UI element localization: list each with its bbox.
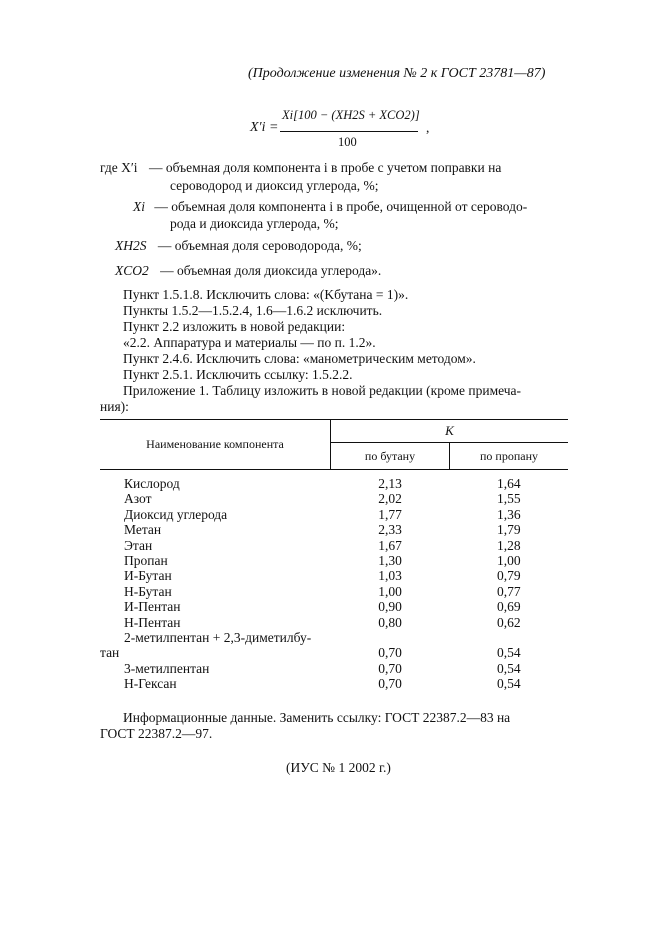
col-name-header: Наименование компонента [100,420,331,470]
table-row [100,491,568,506]
component-name: 3-метилпентан [124,660,210,676]
k-butane-value: 2,13 [378,476,402,491]
k-butane-value: 2,02 [378,491,402,507]
col-propane-header: по пропану [450,443,569,470]
formula-denominator: 100 [338,135,357,149]
info-line-2: ГОСТ 22387.2—97. [100,726,213,741]
component-name: Азот [124,491,152,507]
def-4-symbol: XCO2 [115,263,149,278]
info-line-1: Информационные данные. Заменить ссылку: ГОСТ 22387.2—83 на [123,710,511,725]
table-row [100,568,568,583]
k-butane-value: 0,70 [378,660,402,676]
def-4 [115,263,381,279]
component-name: Метан [124,522,162,538]
def-2 [133,199,527,215]
k-butane-value: 0,90 [378,599,402,615]
para-8: ния): [100,399,129,414]
k-propane-value: 0,54 [496,645,521,661]
col-k-header: K [331,420,569,443]
para-7: Приложение 1. Таблицу изложить в новой редакции (кроме примеча- [123,383,522,398]
table-row [100,470,568,492]
formula-lhs: X′i = [250,120,279,135]
def-2-cont: рода и диоксида углерода, %; [170,216,339,231]
table-row [100,676,568,691]
k-butane-value: 1,77 [378,506,402,522]
table-row [100,645,568,660]
def-3-symbol: XH2S [115,238,147,253]
component-name: Пропан [124,553,168,569]
k-butane-value: 0,80 [378,614,402,630]
def-2-symbol: Xi [133,199,145,214]
k-butane-value: 1,03 [378,568,402,584]
k-propane-value: 1,00 [496,553,521,569]
component-name: Диоксид углерода [124,506,228,522]
para-3: Пункт 2.2 изложить в новой редакции: [123,319,346,334]
k-butane-value: 2,33 [378,522,402,538]
formula-numerator: Xi[100 − (XH2S + XCO2)] [282,108,420,122]
table-row [100,615,568,630]
k-propane-value: 0,62 [496,614,521,630]
component-name: Н-Бутан [124,583,172,599]
k-table [100,419,568,692]
k-propane-value: 1,36 [496,506,521,522]
def-1-symbol: где X′i [100,160,138,175]
def-3 [115,238,362,254]
component-name: Кислород [124,476,180,491]
table-row [100,553,568,568]
para-6: Пункт 2.5.1. Исключить ссылку: 1.5.2.2. [123,367,353,382]
footer-ius: (ИУС № 1 2002 г.) [286,760,391,775]
k-propane-value: 1,55 [496,491,521,507]
k-propane-value [450,630,569,645]
table-row [100,522,568,537]
col-butane-header: по бутану [331,443,450,470]
table-row [100,599,568,614]
k-propane-value: 1,64 [496,476,521,491]
def-1-text: — объемная доля компонента i в пробе с учетом поправки на [148,160,502,175]
k-butane-value: 1,00 [378,583,402,599]
para-2: Пункты 1.5.2—1.5.2.4, 1.6—1.6.2 исключить. [123,303,383,318]
para-5: Пункт 2.4.6. Исключить слова: «манометрическим методом». [123,351,476,366]
k-butane-value: 1,67 [378,537,402,553]
k-butane-value: 0,70 [378,676,402,692]
def-1-cont: сероводород и диоксид углерода, %; [170,178,379,193]
k-propane-value: 0,69 [496,599,521,615]
def-4-text: — объемная доля диоксида углерода». [160,263,382,278]
formula [250,108,450,154]
def-2-text: — объемная доля компонента i в пробе, очищенной от сероводо- [154,199,528,214]
k-butane-value: 1,30 [378,553,402,569]
component-name: И-Пентан [124,599,181,615]
k-butane-value [331,630,450,645]
k-propane-value: 0,79 [496,568,521,584]
para-1: Пункт 1.5.1.8. Исключить слова: «(Kбутана = 1)». [123,287,409,302]
k-propane-value: 1,79 [496,522,521,538]
component-name: И-Бутан [124,568,172,584]
table-row [100,630,568,645]
def-1 [100,160,501,176]
k-propane-value: 1,28 [496,537,521,553]
component-name: тан [100,645,120,661]
fraction-line [280,131,418,132]
para-4: «2.2. Аппаратура и материалы — по п. 1.2». [123,335,376,350]
formula-comma: , [426,120,430,135]
component-name: Этан [124,537,153,553]
k-propane-value: 0,77 [496,583,521,599]
table-row [100,661,568,676]
k-propane-value: 0,54 [496,676,521,692]
k-butane-value: 0,70 [378,645,402,661]
table-row [100,538,568,553]
component-name: 2-метилпентан + 2,3-диметилбу- [124,630,312,646]
page-header: (Продолжение изменения № 2 к ГОСТ 23781—87) [248,66,546,81]
table-row [100,507,568,522]
k-propane-value: 0,54 [496,660,521,676]
component-name: Н-Гексан [124,676,177,692]
table-row [100,584,568,599]
component-name: Н-Пентан [124,614,181,630]
def-3-text: — объемная доля сероводорода, %; [157,238,362,253]
